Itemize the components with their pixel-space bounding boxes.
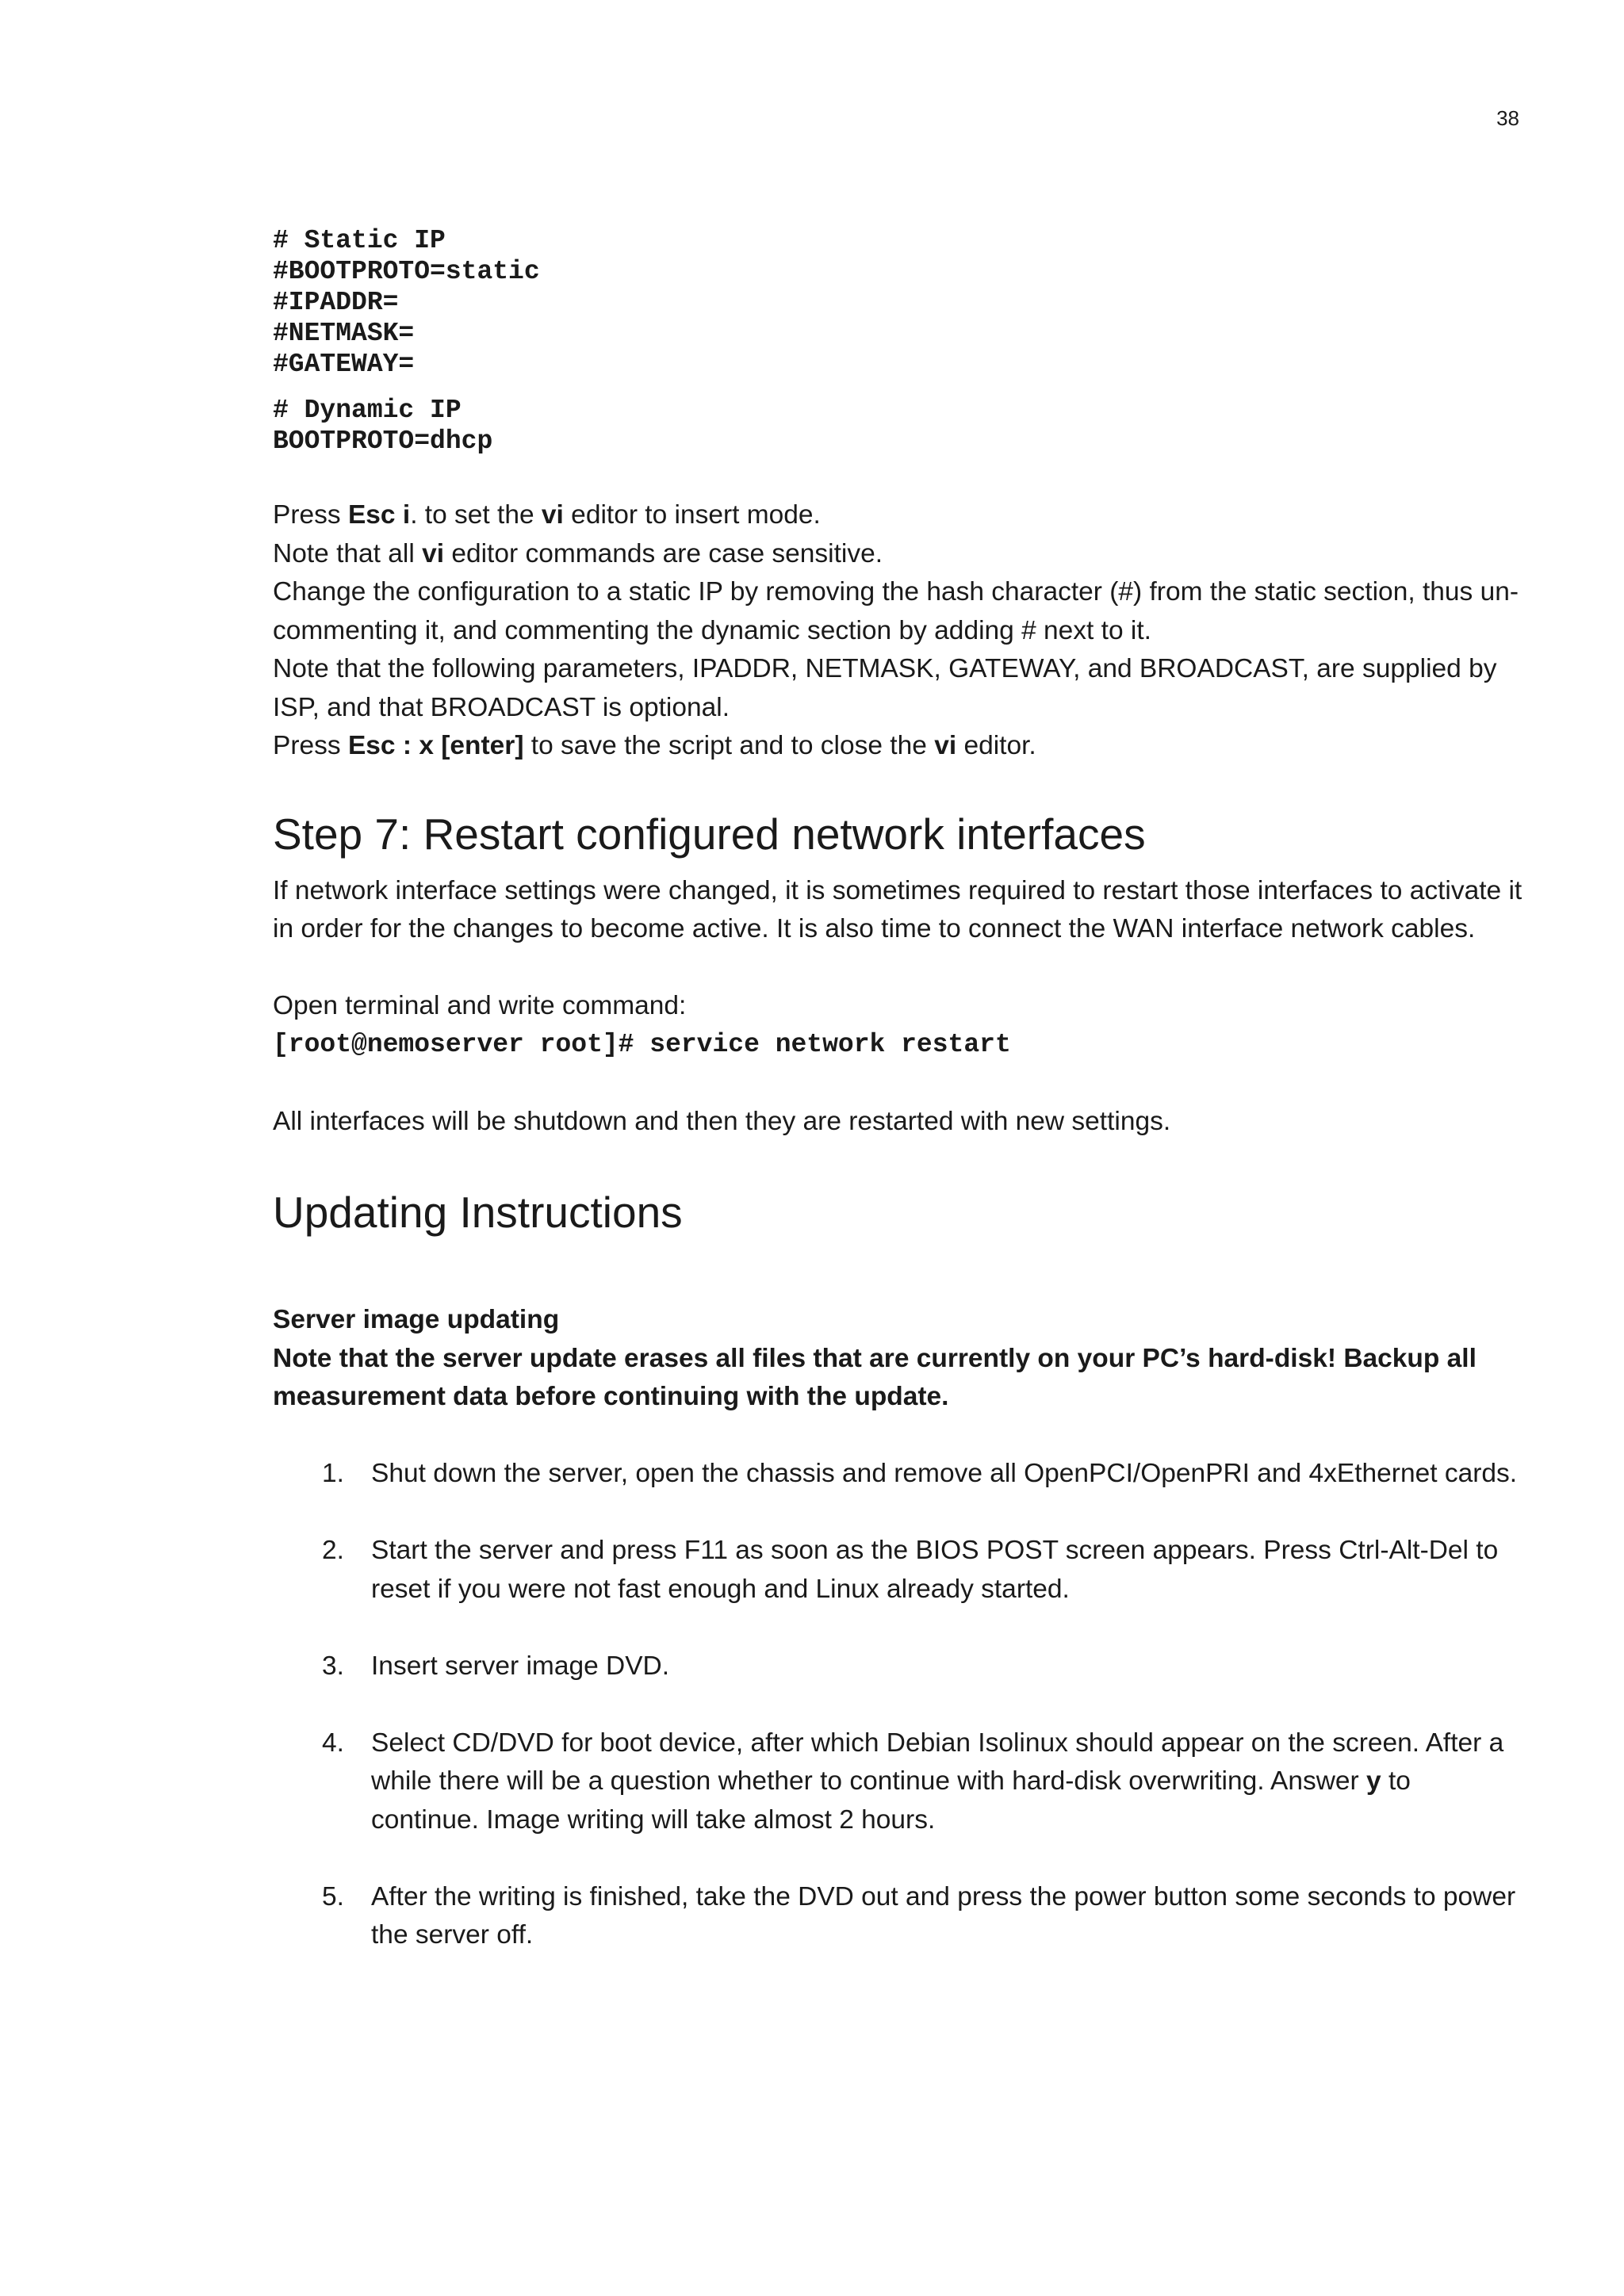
list-number: 2.	[322, 1536, 344, 1565]
code-line: #BOOTPROTO=static	[273, 257, 540, 286]
vi-instruction-line	[273, 535, 1526, 574]
editor-name: vi	[934, 731, 957, 760]
updating-heading: Updating Instructions	[273, 1188, 683, 1237]
update-warning: Note that the server update erases all files that are currently on your PC’s hard-disk! Backup all measurement data before continuing with the update.	[273, 1343, 1477, 1411]
list-number: 4.	[322, 1728, 344, 1758]
dynamic-ip-config-block	[273, 395, 1526, 457]
code-line: BOOTPROTO=dhcp	[273, 427, 493, 456]
text-run: . to set the	[410, 500, 542, 530]
page-content	[273, 225, 1526, 1955]
restart-command: [root@nemoserver root]# service network restart	[273, 1029, 1011, 1059]
vi-instruction-line: Note that the following parameters, IPADDR, NETMASK, GATEWAY, and BROADCAST, are supplied by ISP, and that BROADCAST is optional.	[273, 654, 1497, 722]
text-run: editor to insert mode.	[563, 500, 821, 530]
text-run: Select CD/DVD for boot device, after which Debian Isolinux should appear on the screen. After a while there will be a question whether to continue with hard-disk overwriting. Answer	[371, 1728, 1504, 1796]
list-item	[273, 1724, 1526, 1840]
vi-instruction-line: Change the configuration to a static IP by removing the hash character (#) from the static section, thus un-commenting it, and commenting the dynamic section by adding # next to it.	[273, 577, 1519, 645]
update-subheading: Server image updating	[273, 1305, 560, 1334]
list-item	[273, 1878, 1526, 1955]
list-item	[273, 1455, 1526, 1494]
list-text: Start the server and press F11 as soon as the BIOS POST screen appears. Press Ctrl-Alt-Del to reset if you were not fast enough and Linux already started.	[371, 1536, 1499, 1604]
text-run: Note that all	[273, 538, 423, 568]
update-warning-block	[273, 1301, 1526, 1417]
editor-name: vi	[422, 538, 445, 568]
list-number: 5.	[322, 1881, 344, 1911]
list-text: Shut down the server, open the chassis and remove all OpenPCI/OpenPRI and 4xEthernet cards.	[371, 1459, 1518, 1488]
text-run: to save the script and to close the	[523, 731, 935, 760]
answer-key: y	[1366, 1766, 1381, 1796]
text-run: editor.	[956, 731, 1036, 760]
page-number: 38	[1496, 106, 1519, 130]
text-run: Press	[273, 731, 348, 760]
list-item	[273, 1647, 1526, 1686]
static-ip-config-block	[273, 225, 1526, 380]
vi-instruction-line	[273, 727, 1526, 766]
step7-result: All interfaces will be shutdown and then they are restarted with new settings.	[273, 1106, 1171, 1136]
terminal-instruction	[273, 987, 1526, 1064]
step7-heading: Step 7: Restart configured network interfaces	[273, 809, 1146, 859]
text-run: Press	[273, 500, 348, 530]
step7-intro: If network interface settings were changed, it is sometimes required to restart those interfaces to activate it in order for the changes to become active. It is also time to connect the WAN interface network cables.	[273, 875, 1522, 943]
list-item	[273, 1532, 1526, 1609]
list-text	[371, 1728, 1503, 1835]
code-line: #NETMASK=	[273, 319, 415, 348]
code-line: # Static IP	[273, 226, 446, 255]
open-terminal-text: Open terminal and write command:	[273, 991, 687, 1020]
list-number: 1.	[322, 1459, 344, 1488]
key-sequence: Esc i	[347, 500, 411, 530]
code-line: #GATEWAY=	[273, 350, 415, 379]
code-line: #IPADDR=	[273, 288, 399, 317]
code-line: # Dynamic IP	[273, 396, 462, 425]
update-steps-list	[273, 1455, 1526, 1955]
vi-instructions	[273, 496, 1526, 766]
text-run: editor commands are case sensitive.	[444, 538, 883, 568]
list-number: 3.	[322, 1651, 344, 1681]
text-run: to continue. Image writing will take almost 2 hours.	[371, 1766, 1411, 1835]
list-text: After the writing is finished, take the DVD out and press the power button some seconds to power the server off.	[371, 1881, 1516, 1950]
key-sequence: Esc : x [enter]	[347, 731, 524, 760]
list-text: Insert server image DVD.	[371, 1651, 670, 1681]
vi-instruction-line	[273, 496, 1526, 535]
editor-name: vi	[541, 500, 564, 530]
